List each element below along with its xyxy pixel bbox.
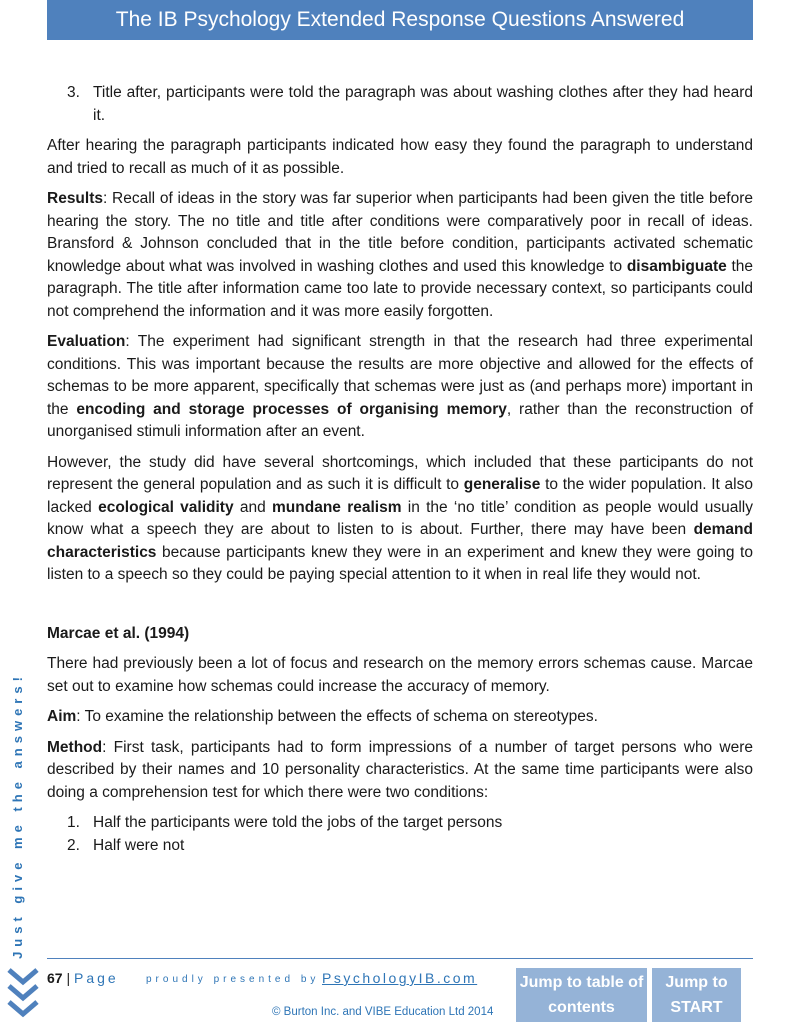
key-term: mundane realism xyxy=(272,498,402,516)
sidebar-tagline xyxy=(9,671,25,959)
results-text: the paragraph. The title after information came too late to provide necessary context, so participants could not comprehend the information and it was more easily forgotten. xyxy=(47,257,753,320)
method-label: Method xyxy=(47,738,103,756)
triple-chevron-down-icon xyxy=(6,966,40,1022)
results-text: : Recall of ideas in the story was far superior when participants had been given the title before hearing the story. The no title and title after conditions were comparatively poor in recall of ideas. Bransford & Johnson concluded that in the title before condition, participants activated schematic knowledge about what was involved in washing clothes and used this knowledge to xyxy=(47,190,753,275)
paragraph-shortcomings xyxy=(47,452,753,587)
list-item-text: Title after, participants were told the paragraph was about washing clothes after they had heard it. xyxy=(93,84,753,124)
shortcomings-text: because participants knew they were in an experiment and knew they were going to listen to a speech so they could be paying special attention to it when in real life they would not. xyxy=(47,543,753,583)
shortcomings-text: and xyxy=(233,498,273,516)
key-term: disambiguate xyxy=(626,257,727,275)
main-content xyxy=(47,82,753,865)
evaluation-text: : The experiment had significant strength in that the research had three experimental conditions. This was important because the results are more objective and allowed for the effects of schemas to be more apparent, specifically that schemas were just as (and perhaps more) important in the xyxy=(47,333,753,418)
results-label: Results xyxy=(47,190,103,207)
evaluation-text: , rather than the reconstruction of unorganised stimuli information after an event. xyxy=(47,400,753,440)
list-item-number: 1. xyxy=(67,814,80,831)
method-text: : First task, participants had to form impressions of a number of target persons who were described by their names and 10 personality characteristics. At the same time participants were also doing a comprehension test for which there were two conditions: xyxy=(47,738,753,801)
method-conditions-list xyxy=(47,812,753,857)
list-item xyxy=(47,812,753,835)
page-number xyxy=(47,970,119,986)
aim-label: Aim xyxy=(47,708,77,725)
jump-to-start-button[interactable] xyxy=(652,968,741,1022)
paragraph-results xyxy=(47,188,753,323)
key-term: demand characteristics xyxy=(47,521,753,561)
list-item-number: 2. xyxy=(67,836,80,854)
jump-to-contents-button[interactable] xyxy=(516,968,647,1022)
page-word: Page xyxy=(74,970,119,986)
paragraph-evaluation xyxy=(47,331,753,444)
sidebar-tagline-text: Just give me the answers! xyxy=(9,671,25,959)
list-item-text: Half the participants were told the jobs of the target persons xyxy=(93,814,503,831)
page-number-value: 67 xyxy=(47,970,63,986)
paragraph-aim xyxy=(47,706,753,729)
study-heading: Marcae et al. (1994) xyxy=(47,624,190,642)
list-item-text: Half were not xyxy=(93,836,185,854)
paragraph-procedure: After hearing the paragraph participants indicated how easy they found the paragraph to understand and tried to recall as much of it as possible. xyxy=(47,137,753,177)
shortcomings-text: to the wider population. It also lacked xyxy=(47,476,753,516)
page-header-banner xyxy=(47,0,753,40)
key-term: encoding and storage processes of organising memory xyxy=(76,400,507,418)
document-title: The IB Psychology Extended Response Questions Answered xyxy=(115,8,685,31)
condition-list xyxy=(47,82,753,127)
key-term: ecological validity xyxy=(98,498,234,516)
list-item-number: 3. xyxy=(67,84,80,101)
shortcomings-text: However, the study did have several shortcomings, which included that these participants do not represent the general population and as such it is difficult to xyxy=(47,453,753,493)
footer-divider xyxy=(47,958,753,959)
list-item xyxy=(47,82,753,127)
evaluation-label: Evaluation xyxy=(47,333,126,350)
paragraph-introduction: There had previously been a lot of focus and research on the memory errors schemas cause. Marcae set out to examine how schemas could increase the accuracy of memory. xyxy=(47,655,753,695)
list-item xyxy=(47,835,753,858)
paragraph-method xyxy=(47,737,753,805)
key-term: generalise xyxy=(463,476,541,493)
jump-to-contents-label: Jump to table of contents xyxy=(519,974,644,1016)
site-link[interactable]: PsychologyIB.com xyxy=(322,970,478,986)
page-separator: | xyxy=(66,970,71,986)
jump-to-start-label: Jump to START xyxy=(665,974,728,1016)
copyright-text: © Burton Inc. and VIBE Education Ltd 2014 xyxy=(272,1006,494,1018)
section-spacer xyxy=(47,595,753,623)
aim-text: : To examine the relationship between the effects of schema on stereotypes. xyxy=(76,708,598,725)
shortcomings-text: in the ‘no title’ condition as people would usually know what a speech they are about to listen to is about. Further, there may have been xyxy=(47,498,753,538)
presented-by-text: proudly presented by xyxy=(146,974,320,985)
